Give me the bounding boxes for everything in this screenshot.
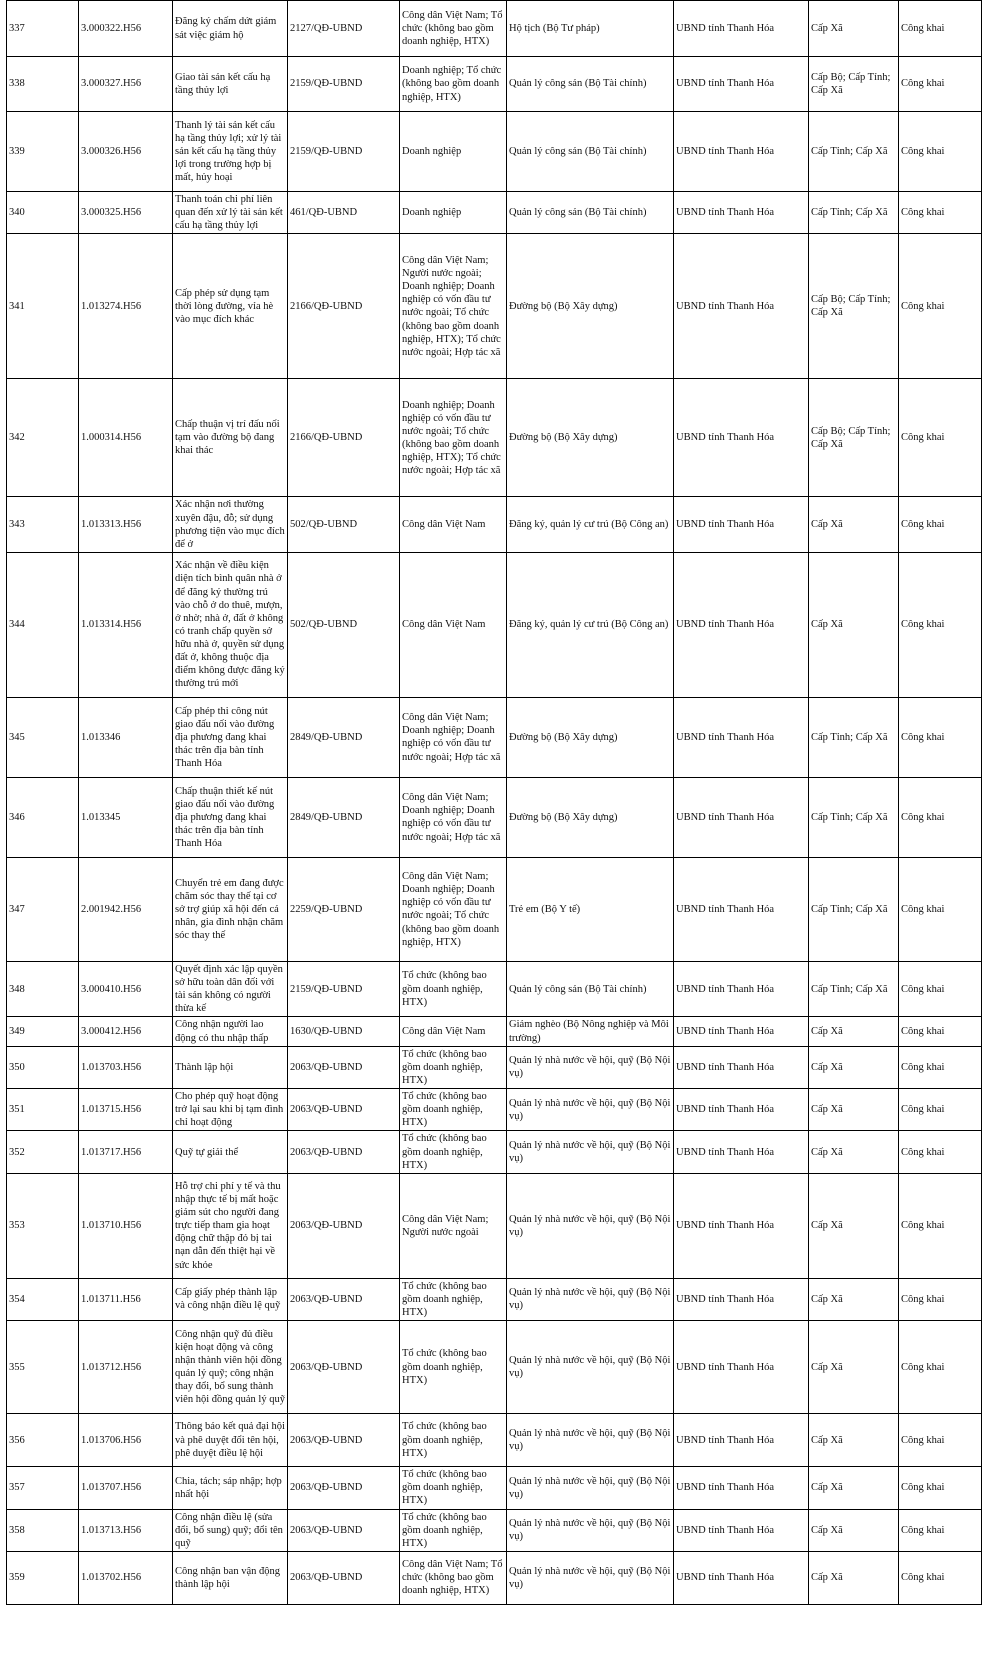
decision-cell: 2063/QĐ-UBND xyxy=(288,1278,400,1320)
field-cell: Đường bộ (Bộ Xây dựng) xyxy=(507,697,674,777)
status-cell: Công khai xyxy=(899,777,982,857)
subject-cell: Tổ chức (không bao gồm doanh nghiệp, HTX) xyxy=(400,961,507,1017)
procedure-name-cell: Thanh toán chi phí liên quan đến xử lý tài sản kết cấu hạ tầng thủy lợi xyxy=(173,192,288,234)
stt-cell: 345 xyxy=(7,697,79,777)
field-cell: Đường bộ (Bộ Xây dựng) xyxy=(507,234,674,379)
field-cell: Quản lý công sản (Bộ Tài chính) xyxy=(507,57,674,112)
procedure-name-cell: Cho phép quỹ hoạt động trở lại sau khi bị tạm đình chỉ hoạt động xyxy=(173,1089,288,1131)
level-cell: Cấp Xã xyxy=(809,1173,899,1278)
stt-cell: 338 xyxy=(7,57,79,112)
subject-cell: Tổ chức (không bao gồm doanh nghiệp, HTX) xyxy=(400,1414,507,1467)
decision-cell: 2849/QĐ-UBND xyxy=(288,697,400,777)
table-row xyxy=(7,552,982,697)
agency-cell: UBND tỉnh Thanh Hóa xyxy=(674,192,809,234)
code-cell: 1.013712.H56 xyxy=(79,1321,173,1414)
stt-cell: 339 xyxy=(7,112,79,192)
level-cell: Cấp Xã xyxy=(809,1321,899,1414)
decision-cell: 2127/QĐ-UBND xyxy=(288,1,400,57)
stt-cell: 354 xyxy=(7,1278,79,1320)
agency-cell: UBND tỉnh Thanh Hóa xyxy=(674,497,809,553)
procedures-table xyxy=(6,0,982,1605)
code-cell: 1.013346 xyxy=(79,697,173,777)
stt-cell: 348 xyxy=(7,961,79,1017)
procedure-name-cell: Xác nhận nơi thường xuyên đậu, đỗ; sử dụng phương tiện vào mục đích để ở xyxy=(173,497,288,553)
stt-cell: 340 xyxy=(7,192,79,234)
status-cell: Công khai xyxy=(899,112,982,192)
agency-cell: UBND tỉnh Thanh Hóa xyxy=(674,552,809,697)
field-cell: Quản lý nhà nước về hội, quỹ (Bộ Nội vụ) xyxy=(507,1278,674,1320)
decision-cell: 2166/QĐ-UBND xyxy=(288,234,400,379)
stt-cell: 342 xyxy=(7,379,79,497)
decision-cell: 2063/QĐ-UBND xyxy=(288,1467,400,1509)
agency-cell: UBND tỉnh Thanh Hóa xyxy=(674,1089,809,1131)
agency-cell: UBND tỉnh Thanh Hóa xyxy=(674,1,809,57)
procedure-name-cell: Xác nhận về điều kiện diện tích bình quân nhà ở để đăng ký thường trú vào chỗ ở do thuê, mượn, ở nhờ; nhà ở, đất ở không có tranh chấp quyền sở hữu nhà ở, quyền sử dụng đất ở, không thuộc địa điểm không được đăng ký thường trú mới xyxy=(173,552,288,697)
stt-cell: 355 xyxy=(7,1321,79,1414)
level-cell: Cấp Tỉnh; Cấp Xã xyxy=(809,857,899,961)
field-cell: Trẻ em (Bộ Y tế) xyxy=(507,857,674,961)
code-cell: 3.000322.H56 xyxy=(79,1,173,57)
decision-cell: 2159/QĐ-UBND xyxy=(288,961,400,1017)
code-cell: 1.013345 xyxy=(79,777,173,857)
subject-cell: Doanh nghiệp; Doanh nghiệp có vốn đầu tư nước ngoài; Tổ chức (không bao gồm doanh nghiệp, HTX); Tổ chức nước ngoài; Hợp tác xã xyxy=(400,379,507,497)
field-cell: Quản lý nhà nước về hội, quỹ (Bộ Nội vụ) xyxy=(507,1467,674,1509)
procedure-name-cell: Quỹ tự giải thể xyxy=(173,1131,288,1173)
subject-cell: Tổ chức (không bao gồm doanh nghiệp, HTX) xyxy=(400,1046,507,1088)
subject-cell: Công dân Việt Nam; Doanh nghiệp; Doanh nghiệp có vốn đầu tư nước ngoài; Hợp tác xã xyxy=(400,697,507,777)
status-cell: Công khai xyxy=(899,961,982,1017)
code-cell: 3.000410.H56 xyxy=(79,961,173,1017)
procedure-name-cell: Hỗ trợ chi phí y tế và thu nhập thực tế bị mất hoặc giảm sút cho người đang trực tiếp tham gia hoạt động chữ thập đỏ bị tai nạn dẫn đến thiệt hại về sức khỏe xyxy=(173,1173,288,1278)
decision-cell: 2063/QĐ-UBND xyxy=(288,1509,400,1551)
code-cell: 1.013710.H56 xyxy=(79,1173,173,1278)
table-row xyxy=(7,497,982,553)
decision-cell: 2849/QĐ-UBND xyxy=(288,777,400,857)
agency-cell: UBND tỉnh Thanh Hóa xyxy=(674,857,809,961)
agency-cell: UBND tỉnh Thanh Hóa xyxy=(674,379,809,497)
subject-cell: Công dân Việt Nam; Tổ chức (không bao gồm doanh nghiệp, HTX) xyxy=(400,1,507,57)
subject-cell: Công dân Việt Nam; Tổ chức (không bao gồm doanh nghiệp, HTX) xyxy=(400,1551,507,1604)
status-cell: Công khai xyxy=(899,1046,982,1088)
level-cell: Cấp Bộ; Cấp Tỉnh; Cấp Xã xyxy=(809,234,899,379)
stt-cell: 344 xyxy=(7,552,79,697)
subject-cell: Công dân Việt Nam; Doanh nghiệp; Doanh nghiệp có vốn đầu tư nước ngoài; Hợp tác xã xyxy=(400,777,507,857)
subject-cell: Công dân Việt Nam; Người nước ngoài; Doanh nghiệp; Doanh nghiệp có vốn đầu tư nước ngoài; Tổ chức (không bao gồm doanh nghiệp, HTX); Tổ chức nước ngoài; Hợp tác xã xyxy=(400,234,507,379)
procedure-name-cell: Cấp phép sử dụng tạm thời lòng đường, vỉa hè vào mục đích khác xyxy=(173,234,288,379)
stt-cell: 352 xyxy=(7,1131,79,1173)
stt-cell: 337 xyxy=(7,1,79,57)
table-row xyxy=(7,1046,982,1088)
level-cell: Cấp Xã xyxy=(809,1467,899,1509)
agency-cell: UBND tỉnh Thanh Hóa xyxy=(674,697,809,777)
code-cell: 1.013703.H56 xyxy=(79,1046,173,1088)
table-row xyxy=(7,1017,982,1046)
status-cell: Công khai xyxy=(899,697,982,777)
decision-cell: 2063/QĐ-UBND xyxy=(288,1046,400,1088)
field-cell: Quản lý công sản (Bộ Tài chính) xyxy=(507,961,674,1017)
procedure-name-cell: Chia, tách; sáp nhập; hợp nhất hội xyxy=(173,1467,288,1509)
subject-cell: Tổ chức (không bao gồm doanh nghiệp, HTX) xyxy=(400,1321,507,1414)
level-cell: Cấp Tỉnh; Cấp Xã xyxy=(809,192,899,234)
status-cell: Công khai xyxy=(899,497,982,553)
table-row xyxy=(7,1321,982,1414)
stt-cell: 349 xyxy=(7,1017,79,1046)
level-cell: Cấp Xã xyxy=(809,1046,899,1088)
decision-cell: 2063/QĐ-UBND xyxy=(288,1321,400,1414)
decision-cell: 2063/QĐ-UBND xyxy=(288,1089,400,1131)
agency-cell: UBND tỉnh Thanh Hóa xyxy=(674,1173,809,1278)
code-cell: 1.000314.H56 xyxy=(79,379,173,497)
code-cell: 2.001942.H56 xyxy=(79,857,173,961)
status-cell: Công khai xyxy=(899,192,982,234)
table-row xyxy=(7,1551,982,1604)
level-cell: Cấp Xã xyxy=(809,552,899,697)
agency-cell: UBND tỉnh Thanh Hóa xyxy=(674,1414,809,1467)
field-cell: Đường bộ (Bộ Xây dựng) xyxy=(507,379,674,497)
code-cell: 1.013314.H56 xyxy=(79,552,173,697)
procedure-name-cell: Công nhận ban vận động thành lập hội xyxy=(173,1551,288,1604)
status-cell: Công khai xyxy=(899,234,982,379)
code-cell: 1.013702.H56 xyxy=(79,1551,173,1604)
code-cell: 3.000326.H56 xyxy=(79,112,173,192)
code-cell: 1.013711.H56 xyxy=(79,1278,173,1320)
status-cell: Công khai xyxy=(899,1173,982,1278)
stt-cell: 357 xyxy=(7,1467,79,1509)
stt-cell: 346 xyxy=(7,777,79,857)
table-row xyxy=(7,1509,982,1551)
decision-cell: 2159/QĐ-UBND xyxy=(288,112,400,192)
agency-cell: UBND tỉnh Thanh Hóa xyxy=(674,1509,809,1551)
code-cell: 1.013706.H56 xyxy=(79,1414,173,1467)
code-cell: 3.000327.H56 xyxy=(79,57,173,112)
stt-cell: 358 xyxy=(7,1509,79,1551)
code-cell: 1.013715.H56 xyxy=(79,1089,173,1131)
status-cell: Công khai xyxy=(899,552,982,697)
subject-cell: Công dân Việt Nam; Người nước ngoài xyxy=(400,1173,507,1278)
code-cell: 1.013707.H56 xyxy=(79,1467,173,1509)
field-cell: Quản lý công sản (Bộ Tài chính) xyxy=(507,112,674,192)
field-cell: Quản lý nhà nước về hội, quỹ (Bộ Nội vụ) xyxy=(507,1173,674,1278)
field-cell: Giảm nghèo (Bộ Nông nghiệp và Môi trường) xyxy=(507,1017,674,1046)
procedure-name-cell: Thông báo kết quả đại hội và phê duyệt đổi tên hội, phê duyệt điều lệ hội xyxy=(173,1414,288,1467)
procedure-name-cell: Chấp thuận vị trí đấu nối tạm vào đường bộ đang khai thác xyxy=(173,379,288,497)
procedure-name-cell: Công nhận quỹ đủ điều kiện hoạt động và công nhận thành viên hội đồng quản lý quỹ; công nhận thay đổi, bổ sung thành viên hội đồng quản lý quỹ xyxy=(173,1321,288,1414)
agency-cell: UBND tỉnh Thanh Hóa xyxy=(674,777,809,857)
table-row xyxy=(7,234,982,379)
subject-cell: Công dân Việt Nam xyxy=(400,552,507,697)
level-cell: Cấp Tỉnh; Cấp Xã xyxy=(809,777,899,857)
stt-cell: 347 xyxy=(7,857,79,961)
decision-cell: 2259/QĐ-UBND xyxy=(288,857,400,961)
table-row xyxy=(7,1173,982,1278)
status-cell: Công khai xyxy=(899,1509,982,1551)
decision-cell: 2063/QĐ-UBND xyxy=(288,1414,400,1467)
field-cell: Quản lý nhà nước về hội, quỹ (Bộ Nội vụ) xyxy=(507,1089,674,1131)
procedure-name-cell: Cấp phép thi công nút giao đấu nối vào đường địa phương đang khai thác trên địa bàn tỉnh Thanh Hóa xyxy=(173,697,288,777)
procedure-name-cell: Công nhận điều lệ (sửa đổi, bổ sung) quỹ; đổi tên quỹ xyxy=(173,1509,288,1551)
agency-cell: UBND tỉnh Thanh Hóa xyxy=(674,1131,809,1173)
table-row xyxy=(7,1467,982,1509)
decision-cell: 502/QĐ-UBND xyxy=(288,552,400,697)
subject-cell: Tổ chức (không bao gồm doanh nghiệp, HTX) xyxy=(400,1089,507,1131)
subject-cell: Công dân Việt Nam xyxy=(400,497,507,553)
level-cell: Cấp Bộ; Cấp Tỉnh; Cấp Xã xyxy=(809,57,899,112)
table-row xyxy=(7,961,982,1017)
subject-cell: Tổ chức (không bao gồm doanh nghiệp, HTX) xyxy=(400,1509,507,1551)
decision-cell: 2159/QĐ-UBND xyxy=(288,57,400,112)
level-cell: Cấp Xã xyxy=(809,1278,899,1320)
code-cell: 1.013717.H56 xyxy=(79,1131,173,1173)
table-row xyxy=(7,1089,982,1131)
procedure-name-cell: Công nhận người lao động có thu nhập thấp xyxy=(173,1017,288,1046)
level-cell: Cấp Xã xyxy=(809,1131,899,1173)
subject-cell: Doanh nghiệp xyxy=(400,192,507,234)
level-cell: Cấp Xã xyxy=(809,1,899,57)
stt-cell: 353 xyxy=(7,1173,79,1278)
agency-cell: UBND tỉnh Thanh Hóa xyxy=(674,961,809,1017)
code-cell: 3.000412.H56 xyxy=(79,1017,173,1046)
decision-cell: 1630/QĐ-UBND xyxy=(288,1017,400,1046)
decision-cell: 2166/QĐ-UBND xyxy=(288,379,400,497)
status-cell: Công khai xyxy=(899,1131,982,1173)
subject-cell: Tổ chức (không bao gồm doanh nghiệp, HTX) xyxy=(400,1467,507,1509)
status-cell: Công khai xyxy=(899,1551,982,1604)
level-cell: Cấp Xã xyxy=(809,1089,899,1131)
status-cell: Công khai xyxy=(899,1414,982,1467)
table-row xyxy=(7,1131,982,1173)
procedure-name-cell: Thanh lý tài sản kết cấu hạ tầng thủy lợi; xử lý tài sản kết cấu hạ tầng thủy lợi trong trường hợp bị mất, hủy hoại xyxy=(173,112,288,192)
subject-cell: Tổ chức (không bao gồm doanh nghiệp, HTX) xyxy=(400,1278,507,1320)
level-cell: Cấp Xã xyxy=(809,1017,899,1046)
table-row xyxy=(7,192,982,234)
level-cell: Cấp Tỉnh; Cấp Xã xyxy=(809,112,899,192)
code-cell: 3.000325.H56 xyxy=(79,192,173,234)
code-cell: 1.013313.H56 xyxy=(79,497,173,553)
stt-cell: 356 xyxy=(7,1414,79,1467)
status-cell: Công khai xyxy=(899,857,982,961)
table-row xyxy=(7,112,982,192)
field-cell: Quản lý nhà nước về hội, quỹ (Bộ Nội vụ) xyxy=(507,1509,674,1551)
procedure-name-cell: Cấp giấy phép thành lập và công nhận điều lệ quỹ xyxy=(173,1278,288,1320)
procedure-name-cell: Chuyển trẻ em đang được chăm sóc thay thế tại cơ sở trợ giúp xã hội đến cá nhân, gia đình nhận chăm sóc thay thế xyxy=(173,857,288,961)
field-cell: Quản lý nhà nước về hội, quỹ (Bộ Nội vụ) xyxy=(507,1131,674,1173)
subject-cell: Công dân Việt Nam xyxy=(400,1017,507,1046)
status-cell: Công khai xyxy=(899,379,982,497)
procedure-name-cell: Thành lập hội xyxy=(173,1046,288,1088)
table-row xyxy=(7,1414,982,1467)
stt-cell: 350 xyxy=(7,1046,79,1088)
agency-cell: UBND tỉnh Thanh Hóa xyxy=(674,1278,809,1320)
level-cell: Cấp Bộ; Cấp Tỉnh; Cấp Xã xyxy=(809,379,899,497)
code-cell: 1.013713.H56 xyxy=(79,1509,173,1551)
field-cell: Quản lý nhà nước về hội, quỹ (Bộ Nội vụ) xyxy=(507,1046,674,1088)
status-cell: Công khai xyxy=(899,1467,982,1509)
level-cell: Cấp Xã xyxy=(809,1414,899,1467)
decision-cell: 2063/QĐ-UBND xyxy=(288,1551,400,1604)
procedure-name-cell: Quyết định xác lập quyền sở hữu toàn dân đối với tài sản không có người thừa kế xyxy=(173,961,288,1017)
status-cell: Công khai xyxy=(899,1017,982,1046)
agency-cell: UBND tỉnh Thanh Hóa xyxy=(674,1321,809,1414)
stt-cell: 351 xyxy=(7,1089,79,1131)
decision-cell: 2063/QĐ-UBND xyxy=(288,1131,400,1173)
procedure-name-cell: Giao tài sản kết cấu hạ tầng thủy lợi xyxy=(173,57,288,112)
table-row xyxy=(7,857,982,961)
status-cell: Công khai xyxy=(899,1278,982,1320)
field-cell: Đăng ký, quản lý cư trú (Bộ Công an) xyxy=(507,552,674,697)
status-cell: Công khai xyxy=(899,57,982,112)
table-row xyxy=(7,57,982,112)
agency-cell: UBND tỉnh Thanh Hóa xyxy=(674,234,809,379)
level-cell: Cấp Xã xyxy=(809,1509,899,1551)
agency-cell: UBND tỉnh Thanh Hóa xyxy=(674,1467,809,1509)
status-cell: Công khai xyxy=(899,1321,982,1414)
field-cell: Quản lý nhà nước về hội, quỹ (Bộ Nội vụ) xyxy=(507,1321,674,1414)
decision-cell: 461/QĐ-UBND xyxy=(288,192,400,234)
agency-cell: UBND tỉnh Thanh Hóa xyxy=(674,57,809,112)
document-page xyxy=(6,0,981,1605)
status-cell: Công khai xyxy=(899,1,982,57)
level-cell: Cấp Tỉnh; Cấp Xã xyxy=(809,961,899,1017)
agency-cell: UBND tỉnh Thanh Hóa xyxy=(674,1551,809,1604)
stt-cell: 359 xyxy=(7,1551,79,1604)
table-row xyxy=(7,1,982,57)
field-cell: Đường bộ (Bộ Xây dựng) xyxy=(507,777,674,857)
table-row xyxy=(7,379,982,497)
level-cell: Cấp Xã xyxy=(809,497,899,553)
agency-cell: UBND tỉnh Thanh Hóa xyxy=(674,1046,809,1088)
subject-cell: Doanh nghiệp xyxy=(400,112,507,192)
level-cell: Cấp Tỉnh; Cấp Xã xyxy=(809,697,899,777)
decision-cell: 2063/QĐ-UBND xyxy=(288,1173,400,1278)
table-row xyxy=(7,777,982,857)
status-cell: Công khai xyxy=(899,1089,982,1131)
subject-cell: Công dân Việt Nam; Doanh nghiệp; Doanh nghiệp có vốn đầu tư nước ngoài; Tổ chức (không bao gồm doanh nghiệp, HTX) xyxy=(400,857,507,961)
field-cell: Quản lý công sản (Bộ Tài chính) xyxy=(507,192,674,234)
procedure-name-cell: Đăng ký chấm dứt giám sát việc giám hộ xyxy=(173,1,288,57)
agency-cell: UBND tỉnh Thanh Hóa xyxy=(674,1017,809,1046)
table-row xyxy=(7,697,982,777)
field-cell: Hộ tịch (Bộ Tư pháp) xyxy=(507,1,674,57)
stt-cell: 343 xyxy=(7,497,79,553)
table-row xyxy=(7,1278,982,1320)
field-cell: Quản lý nhà nước về hội, quỹ (Bộ Nội vụ) xyxy=(507,1414,674,1467)
procedure-name-cell: Chấp thuận thiết kế nút giao đấu nối vào đường địa phương đang khai thác trên địa bàn tỉnh Thanh Hóa xyxy=(173,777,288,857)
code-cell: 1.013274.H56 xyxy=(79,234,173,379)
level-cell: Cấp Xã xyxy=(809,1551,899,1604)
subject-cell: Doanh nghiệp; Tổ chức (không bao gồm doanh nghiệp, HTX) xyxy=(400,57,507,112)
field-cell: Đăng ký, quản lý cư trú (Bộ Công an) xyxy=(507,497,674,553)
decision-cell: 502/QĐ-UBND xyxy=(288,497,400,553)
table-body xyxy=(7,1,982,1605)
field-cell: Quản lý nhà nước về hội, quỹ (Bộ Nội vụ) xyxy=(507,1551,674,1604)
agency-cell: UBND tỉnh Thanh Hóa xyxy=(674,112,809,192)
subject-cell: Tổ chức (không bao gồm doanh nghiệp, HTX) xyxy=(400,1131,507,1173)
stt-cell: 341 xyxy=(7,234,79,379)
